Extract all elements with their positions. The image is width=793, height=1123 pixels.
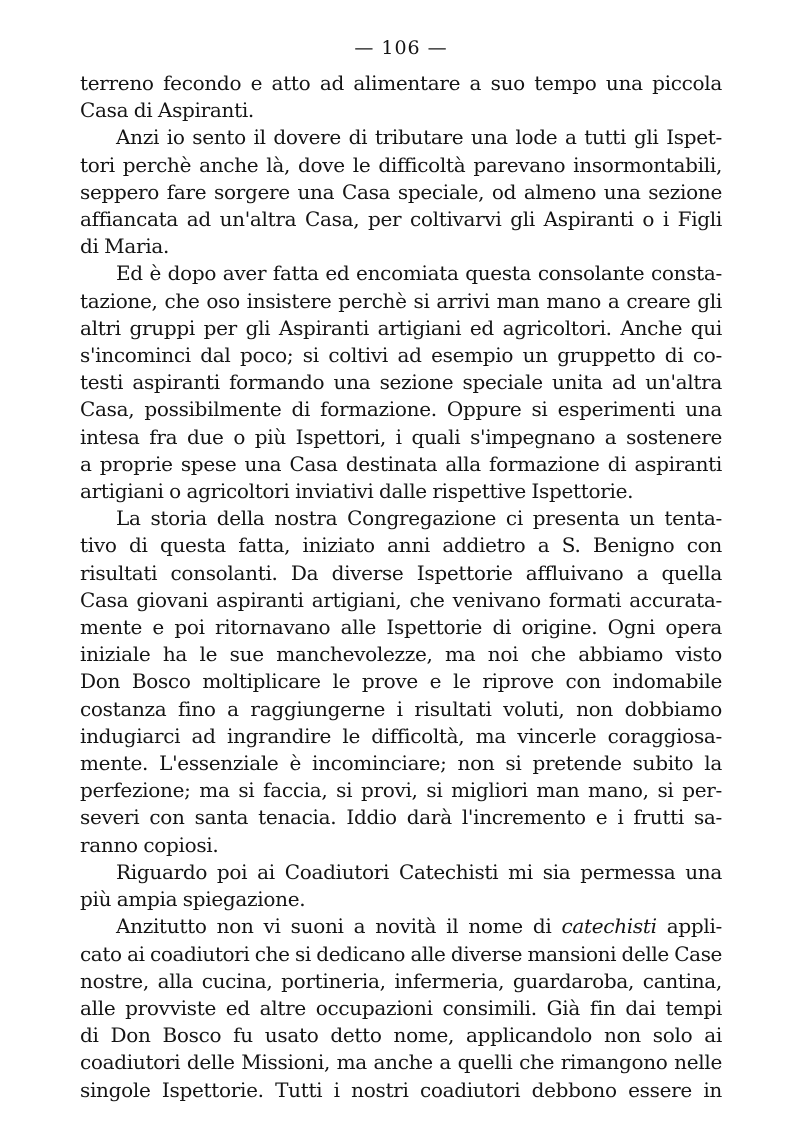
text-line: tori perchè anche là, dove le difficoltà parevano insormontabili, bbox=[80, 152, 722, 177]
text-line: cato ai coadiutori che si dedicano alle diverse mansioni delle Case bbox=[80, 941, 722, 966]
text-line: altri gruppi per gli Aspiranti artigiani ed agricoltori. Anche qui bbox=[80, 315, 722, 340]
text-line: mente e poi ritornavano alle Ispettorie di origine. Ogni opera bbox=[80, 615, 722, 640]
text-line: seppero fare sorgere una Casa speciale, od almeno una sezione bbox=[80, 179, 722, 204]
paragraph-4 bbox=[80, 505, 722, 859]
paragraph-6 bbox=[80, 913, 722, 1103]
text-line: tazione, che oso insistere perchè si arrivi man mano a creare gli bbox=[80, 288, 722, 313]
text-line: iniziale ha le sue manchevolezze, ma noi che abbiamo visto bbox=[80, 642, 722, 667]
text-line: mente. L'essenziale è incominciare; non si pretende subito la bbox=[80, 751, 722, 776]
text-line: singole Ispettorie. Tutti i nostri coadiutori debbono essere in bbox=[80, 1077, 722, 1102]
text-line: severi con santa tenacia. Iddio darà l'incremento e i frutti sa- bbox=[80, 805, 722, 830]
text-line: ranno copiosi. bbox=[80, 832, 219, 857]
text-line: nostre, alla cucina, portineria, infermeria, guardaroba, cantina, bbox=[80, 968, 722, 993]
text-line: costanza fino a raggiungerne i risultati voluti, non dobbiamo bbox=[80, 696, 722, 721]
text-line: Casa di Aspiranti. bbox=[80, 98, 254, 123]
text-line: Anzitutto non vi suoni a novità il nome di catechisti appli- bbox=[116, 914, 722, 939]
text-line: tivo di questa fatta, iniziato anni addietro a S. Benigno con bbox=[80, 533, 722, 558]
text-line: più ampia spiegazione. bbox=[80, 887, 306, 912]
text-line: Riguardo poi ai Coadiutori Catechisti mi sia permessa una bbox=[116, 859, 722, 884]
text-line: Ed è dopo aver fatta ed encomiata questa consolante consta- bbox=[116, 261, 722, 286]
text-line: testi aspiranti formando una sezione speciale unita ad un'altra bbox=[80, 370, 722, 395]
text-line: a proprie spese una Casa destinata alla formazione di aspiranti bbox=[80, 451, 722, 476]
text-line: di Don Bosco fu usato detto nome, applicandolo non solo ai bbox=[80, 1023, 722, 1048]
text-line: alle provviste ed altre occupazioni consimili. Già fin dai tempi bbox=[80, 995, 722, 1020]
paragraph-1 bbox=[80, 70, 722, 124]
text-line: artigiani o agricoltori inviativi dalle rispettive Ispettorie. bbox=[80, 479, 634, 504]
text-line: Don Bosco moltiplicare le prove e le riprove con indomabile bbox=[80, 669, 722, 694]
paragraph-5 bbox=[80, 859, 722, 913]
text-line: perfezione; ma si faccia, si provi, si migliori man mano, si per- bbox=[80, 778, 722, 803]
text-line: s'incominci dal poco; si coltivi ad esempio un gruppetto di co- bbox=[80, 343, 722, 368]
book-page bbox=[80, 34, 722, 1104]
text-line: Casa giovani aspiranti artigiani, che venivano formati accurata- bbox=[80, 587, 722, 612]
text-line: terreno fecondo e atto ad alimentare a suo tempo una piccola bbox=[80, 71, 722, 95]
text-line: indugiarci ad ingrandire le difficoltà, ma vincerle coraggiosa- bbox=[80, 723, 722, 748]
paragraph-3 bbox=[80, 260, 722, 505]
text-line: La storia della nostra Congregazione ci presenta un tenta- bbox=[116, 506, 722, 531]
text-line: coadiutori delle Missioni, ma anche a quelli che rimangono nelle bbox=[80, 1050, 722, 1075]
italic-word: catechisti bbox=[561, 914, 657, 939]
text-line: Anzi io sento il dovere di tributare una lode a tutti gli Ispet- bbox=[116, 125, 722, 150]
page-number: — 106 — bbox=[354, 37, 448, 59]
paragraph-2 bbox=[80, 124, 722, 260]
text-line: affiancata ad un'altra Casa, per coltivarvi gli Aspiranti o i Figli bbox=[80, 207, 722, 232]
text-line: Casa, possibilmente di formazione. Oppure si esperimenti una bbox=[80, 397, 722, 422]
text-line: di Maria. bbox=[80, 234, 169, 259]
text-line: risultati consolanti. Da diverse Ispettorie affluivano a quella bbox=[80, 560, 722, 585]
text-line: intesa fra due o più Ispettori, i quali s'impegnano a sostenere bbox=[80, 424, 722, 449]
